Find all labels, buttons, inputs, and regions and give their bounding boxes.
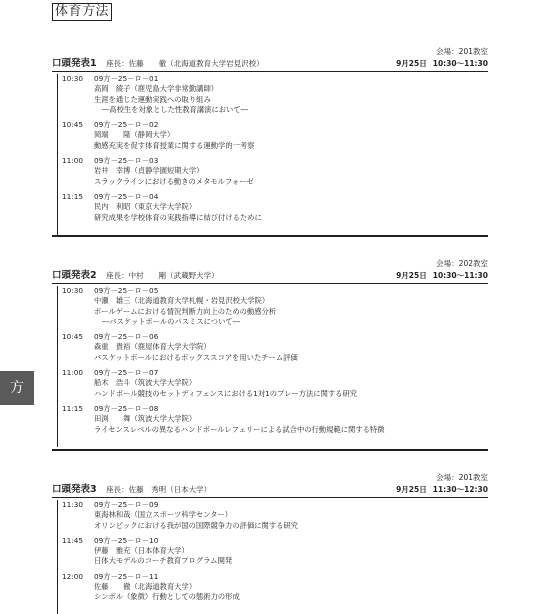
talk-item [58, 500, 489, 531]
talk-item [58, 156, 489, 187]
session-date: 9月25日 [396, 59, 427, 68]
talk-code: 09方－25－ロ－10 [94, 535, 159, 545]
talk-code: 09方－25－ロ－09 [94, 500, 159, 509]
talk-item [58, 120, 489, 151]
session-header [52, 270, 488, 282]
talk-author: 高岡 綾子（鹿児島大学非常勤講師） [94, 84, 219, 94]
session-1 [52, 47, 488, 237]
talk-code: 09方－25－ロ－02 [94, 120, 159, 130]
session-header [52, 484, 488, 496]
session-header [52, 58, 488, 70]
session-3 [52, 473, 488, 614]
talk-item [58, 404, 489, 435]
session-time: 11:30〜12:30 [432, 485, 488, 494]
session-chair: 座長：佐藤 秀明（日本大学） [106, 485, 212, 494]
talk-author: 船木 浩斗（筑波大学大学院） [94, 378, 197, 388]
page-title: 体育方法 [52, 3, 112, 21]
talk-code: 09方－25－ロ－04 [94, 191, 159, 201]
session-venue: 会場：201教室 [436, 473, 488, 482]
header-rule [52, 497, 488, 498]
talk-list [57, 500, 489, 614]
talk-title: 日体大モデルのコーチ教育プログラム開発 [94, 556, 233, 566]
talk-list [57, 74, 489, 235]
talk-time: 10:30 [62, 74, 84, 83]
talk-time: 11:15 [62, 403, 84, 413]
talk-author: 森重 貴裕（鹿屋体育大学大学院） [94, 342, 211, 352]
session-title: 口頭発表2 [52, 270, 97, 281]
talk-author: 田渕 舞（筑波大学大学院） [94, 414, 197, 424]
header-rule [52, 283, 488, 284]
talk-item [58, 286, 489, 327]
talk-subtitle: ―高校生を対象とした性教育講演において― [102, 104, 248, 114]
talk-author: 東海林和哉（国立スポーツ科学センター） [94, 510, 233, 520]
talk-code: 09方－25－ロ－03 [94, 156, 159, 166]
session-venue: 会場：201教室 [436, 47, 488, 56]
talk-item [58, 74, 489, 115]
talk-time: 10:45 [62, 332, 84, 342]
talk-time: 11:15 [62, 191, 84, 201]
section-side-tab: 方 [0, 371, 34, 405]
talk-item [58, 332, 489, 363]
talk-title: バスケットボールにおけるボックススコアを用いたチーム評価 [94, 352, 298, 362]
talk-subtitle: ―バスケットボールのパスミスについて― [102, 316, 240, 326]
talk-title: 研究成果を学校体育の実践指導に結び付けるために [94, 212, 262, 222]
session-time: 10:30〜11:30 [432, 59, 488, 68]
talk-code: 09方－25－ロ－01 [94, 74, 159, 83]
talk-code: 09方－25－ロ－06 [94, 332, 159, 342]
talk-author: 伊藤 雅充（日本体育大学） [94, 546, 189, 556]
talk-time: 10:30 [62, 286, 84, 295]
talk-code: 09方－25－ロ－07 [94, 368, 159, 378]
session-chair: 座長：佐藤 徹（北海道教育大学岩見沢校） [106, 59, 264, 68]
session-datetime [396, 58, 488, 70]
session-date: 9月25日 [396, 271, 427, 280]
talk-author: 民内 利昭（東京大学大学院） [94, 202, 197, 212]
session-title: 口頭発表1 [52, 58, 97, 69]
talk-title: スラックラインにおける動きのメタモルフォーゼ [94, 176, 254, 186]
talk-author: 佐藤 徹（北海道教育大学） [94, 582, 197, 592]
talk-time: 11:30 [62, 500, 84, 509]
session-2 [52, 259, 488, 451]
session-title: 口頭発表3 [52, 484, 97, 495]
header-rule [52, 71, 488, 72]
talk-title: シンボル（象徴）行動としての態術力の形成 [94, 592, 240, 602]
session-time: 10:30〜11:30 [432, 271, 488, 280]
talk-time: 11:00 [62, 156, 84, 166]
talk-time: 10:45 [62, 120, 84, 130]
session-venue: 会場：202教室 [436, 259, 488, 268]
session-end-rule [52, 449, 488, 451]
session-datetime [396, 270, 488, 282]
talk-item [58, 368, 489, 399]
talk-title: 生涯を通じた運動実践への取り組み [94, 94, 211, 104]
talk-code: 09方－25－ロ－05 [94, 286, 159, 295]
talk-code: 09方－25－ロ－08 [94, 403, 159, 413]
session-datetime [396, 484, 488, 496]
session-chair: 座長：中村 剛（武蔵野大学） [106, 271, 219, 280]
talk-title: ライセンスレベルの異なるハンドボールレフェリーによる試合中の行動規範に関する特徴 [94, 424, 385, 434]
talk-author: 岡端 隆（静岡大学） [94, 130, 175, 140]
talk-title: ハンドボール競技のセットディフェンスにおける1対1のプレー方法に関する研究 [94, 388, 358, 398]
talk-item [58, 572, 489, 603]
talk-item [58, 536, 489, 567]
talk-title: 動感充実を促す体育授業に関する運動学的一考察 [94, 140, 255, 150]
talk-item [58, 192, 489, 223]
talk-title: オリンピックにおける我が国の国際競争力の評価に関する研究 [94, 520, 299, 530]
session-end-rule [52, 235, 488, 237]
talk-time: 12:00 [62, 571, 84, 581]
talk-time: 11:45 [62, 535, 84, 545]
talk-title: ボールゲームにおける情況判断力向上のための動感分析 [94, 306, 277, 316]
talk-author: 岩井 幸博（貞静学園短期大学） [94, 166, 204, 176]
talk-time: 11:00 [62, 368, 84, 378]
talk-author: 中瀬 雄三（北海道教育大学札幌・岩見沢校大学院） [94, 296, 270, 306]
session-date: 9月25日 [396, 485, 427, 494]
talk-list [57, 286, 489, 447]
talk-code: 09方－25－ロ－11 [94, 571, 159, 581]
